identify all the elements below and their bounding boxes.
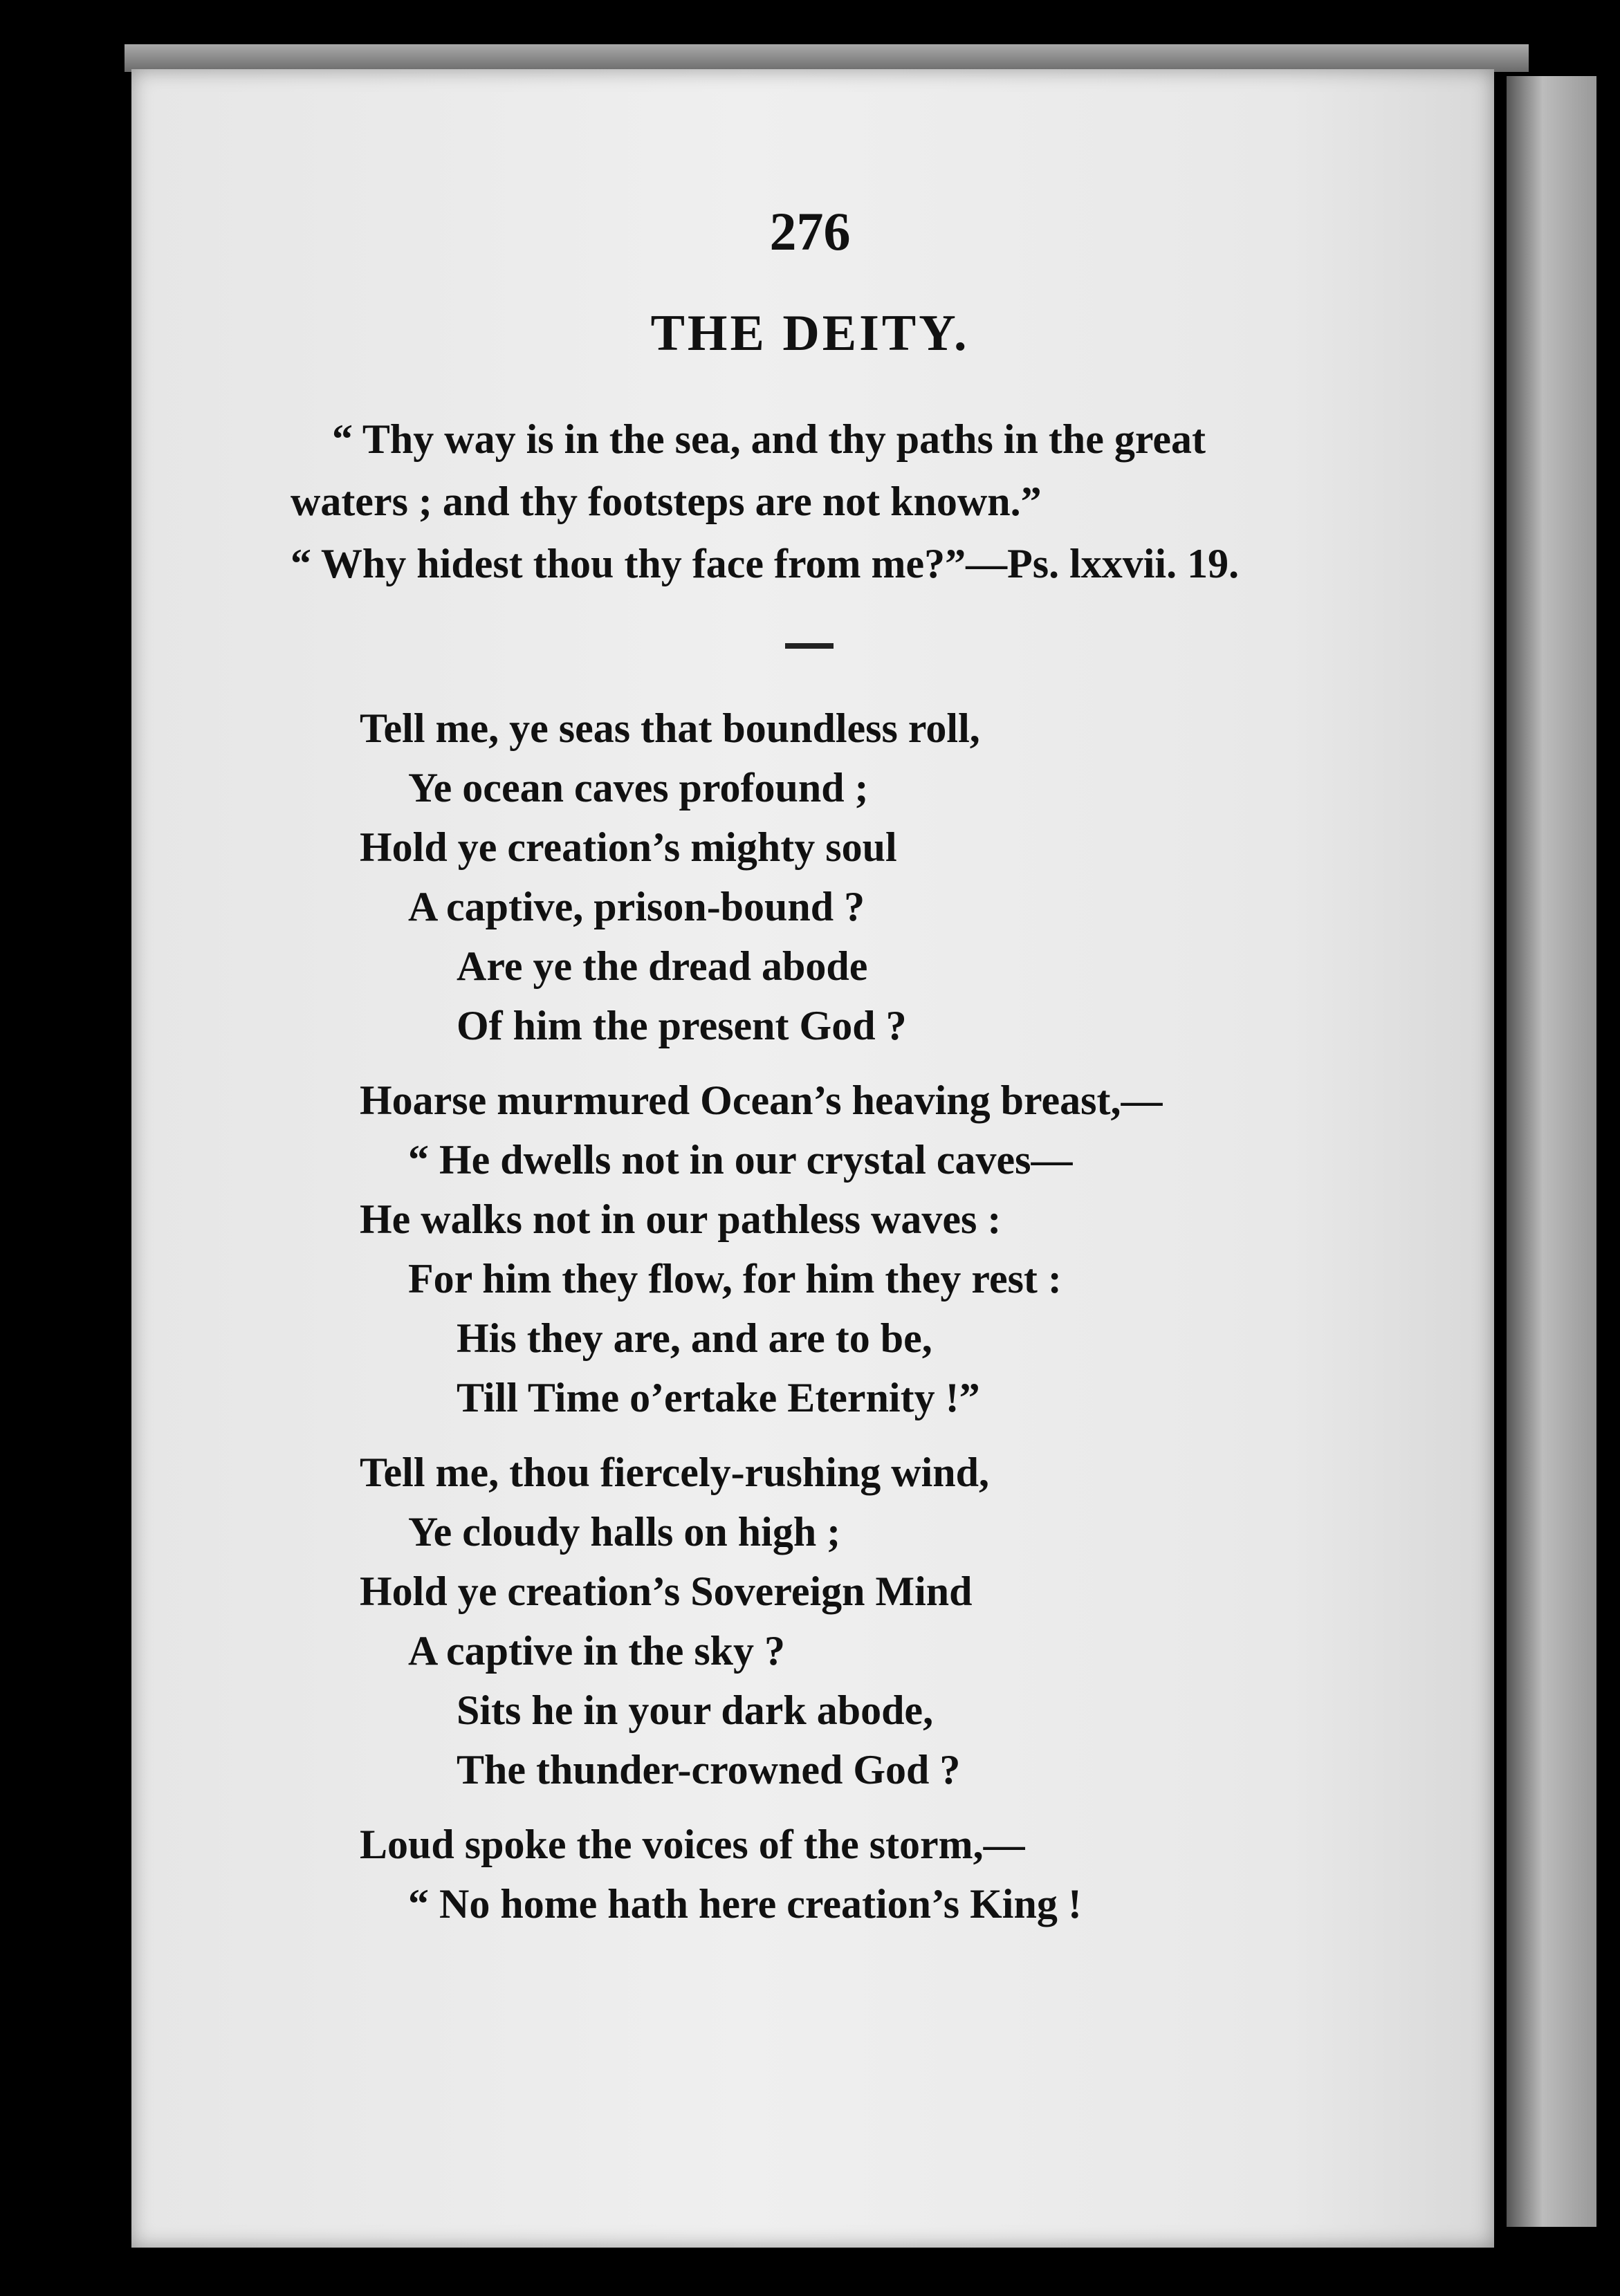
poem-line: Are ye the dread abode [457,943,868,989]
gutter-shadow [1493,76,1505,2241]
epigraph-line: “ Thy way is in the sea, and thy paths in the great [332,416,1206,462]
poem-line: Ye ocean caves profound ; [408,765,869,811]
poem-line: Loud spoke the voices of the storm,— [360,1822,1025,1867]
poem-line: For him they flow, for him they rest : [408,1256,1062,1302]
poem-line: Till Time o’ertake Eternity !” [457,1375,980,1420]
stanza [360,1815,1259,1934]
poem-line: Tell me, thou fiercely-rushing wind, [360,1450,990,1495]
epigraph-line: “ Why hidest thou thy face from me?”—Ps. lxxvii. 19. [291,541,1240,586]
stanza [360,1443,1259,1799]
poem-line: The thunder-crowned God ? [457,1747,961,1793]
page-number: 276 [769,201,851,261]
poem-line: Hoarse murmured Ocean’s heaving breast,— [360,1077,1163,1123]
poem-line: A captive, prison-bound ? [408,884,865,929]
poem-line: Sits he in your dark abode, [457,1687,934,1733]
poem-body [360,698,1259,1949]
poem-line: A captive in the sky ? [408,1628,786,1674]
facing-page-strip [1507,76,1596,2227]
poem-line: He walks not in our pathless waves : [360,1196,1002,1242]
poem-title: THE DEITY. [650,305,970,362]
epigraph-line: waters ; and thy footsteps are not known.” [291,479,1042,524]
poem-line: Of him the present God ? [457,1003,907,1048]
page-top-edge [125,44,1529,72]
epigraph [291,408,1294,595]
poem-line: Hold ye creation’s mighty soul [360,824,897,870]
stanza [360,1071,1259,1427]
poem-line: “ No home hath here creation’s King ! [408,1881,1082,1927]
poem-line: Hold ye creation’s Sovereign Mind [360,1568,973,1614]
separator-rule [785,643,834,649]
poem-line: Tell me, ye seas that boundless roll, [360,705,980,751]
poem-line: Ye cloudy halls on high ; [408,1509,841,1555]
stanza [360,698,1259,1055]
poem-line: “ He dwells not in our crystal caves— [408,1137,1073,1183]
poem-line: His they are, and are to be, [457,1315,932,1361]
